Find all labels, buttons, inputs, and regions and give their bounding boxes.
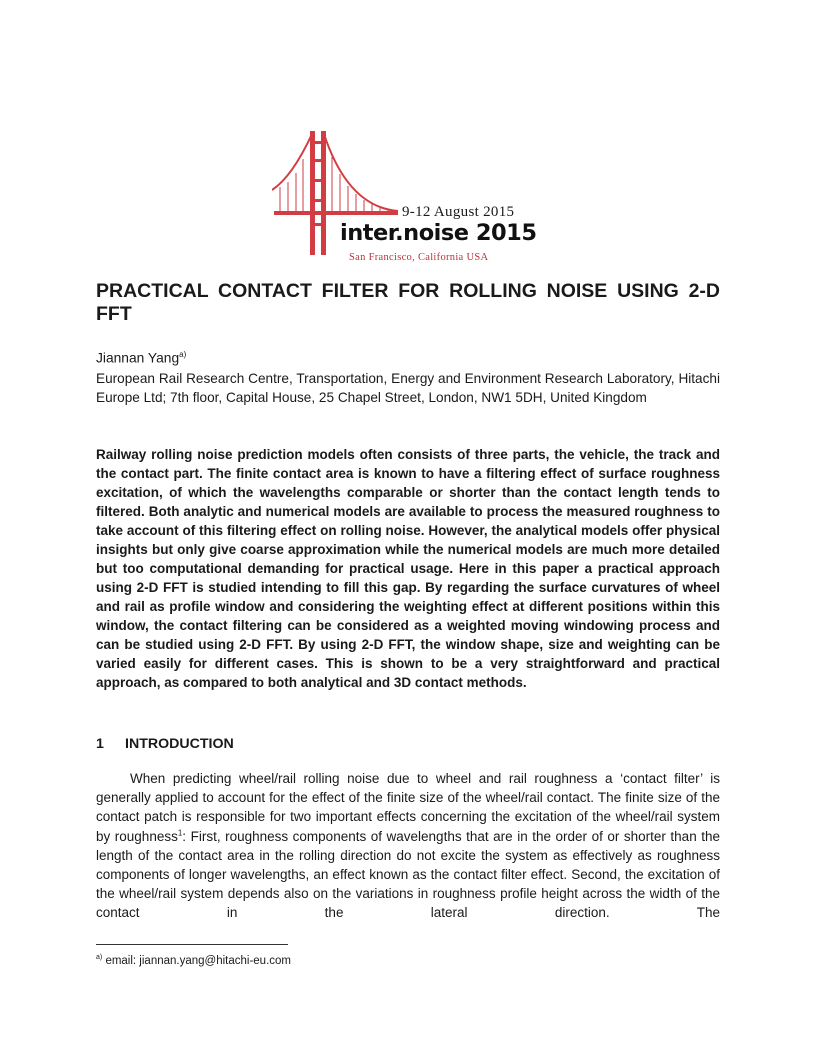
section-number: 1 xyxy=(96,736,104,752)
intro-paragraph xyxy=(96,769,720,923)
abstract: Railway rolling noise prediction models often consists of three parts, the vehicle, the track and the contact part. The finite contact area is known to have a filtering effect of surface roughness excitation, of which the wavelengths comparable or shorter than the contact length tends to filtered. Both analytic and numerical models are available to process the measured roughness to take account of this filtering effect on rolling noise. However, the analytical models offer physical insights but only give coarse approximation while the numerical models are much more detailed but too computational demanding for practical usage. Here in this paper a practical approach using 2-D FFT is studied intending to fill this gap. By regarding the surface curvatures of wheel and rail as profile window and considering the weighting effect at different positions within this window, the contact filtering can be considered as a weighted moving windowing process and can be studied using 2-D FFT. By using 2-D FFT, the window shape, size and weighting can be varied easily for different cases. This is shown to be a very straightforward and practical approach, as compared to both analytical and 3D contact methods. xyxy=(96,447,720,690)
footnote-marker: a) xyxy=(96,954,103,961)
author-name: Jiannan Yang xyxy=(96,350,180,366)
conference-name: inter.noise 2015 xyxy=(340,220,537,246)
footnote xyxy=(96,954,291,967)
reference-marker: 1 xyxy=(177,828,183,838)
intro-text-1: When predicting wheel/rail rolling noise due to wheel and rail roughness a ‘contact filter’ is generally applied to account for the effect of the finite size of the wheel/rail contact. The finite size of the contact patch is responsible for two important effects concerning the excitation of the wheel/rail system by roughness xyxy=(96,771,720,844)
footnote-rule xyxy=(96,944,288,945)
section-heading xyxy=(96,736,234,752)
intro-text-2: : First, roughness components of wavelengths that are in the order of or shorter than the length of the contact area in the rolling direction do not excite the system as effectively as roughness components of longer wavelengths, an effect known as the contact filter effect. Second, the excitation of the wheel/rail system depends also on the variations in roughness profile height across the width of the contact in the lateral direction. The xyxy=(96,828,720,921)
author-marker: a) xyxy=(179,350,187,359)
conference-logo xyxy=(272,127,544,265)
footnote-text: email: jiannan.yang@hitachi-eu.com xyxy=(105,954,291,967)
affiliation: European Rail Research Centre, Transportation, Energy and Environment Research Laboratory, Hitachi Europe Ltd; 7th floor, Capital House, 25 Chapel Street, London, NW1 5DH, United Kingdom xyxy=(96,371,720,405)
conference-location: San Francisco, California USA xyxy=(349,252,489,263)
conference-date: 9-12 August 2015 xyxy=(402,204,515,220)
paper-title: PRACTICAL CONTACT FILTER FOR ROLLING NOISE USING 2-D FFT xyxy=(96,280,720,325)
section-title: INTRODUCTION xyxy=(125,736,234,752)
author xyxy=(96,350,186,366)
